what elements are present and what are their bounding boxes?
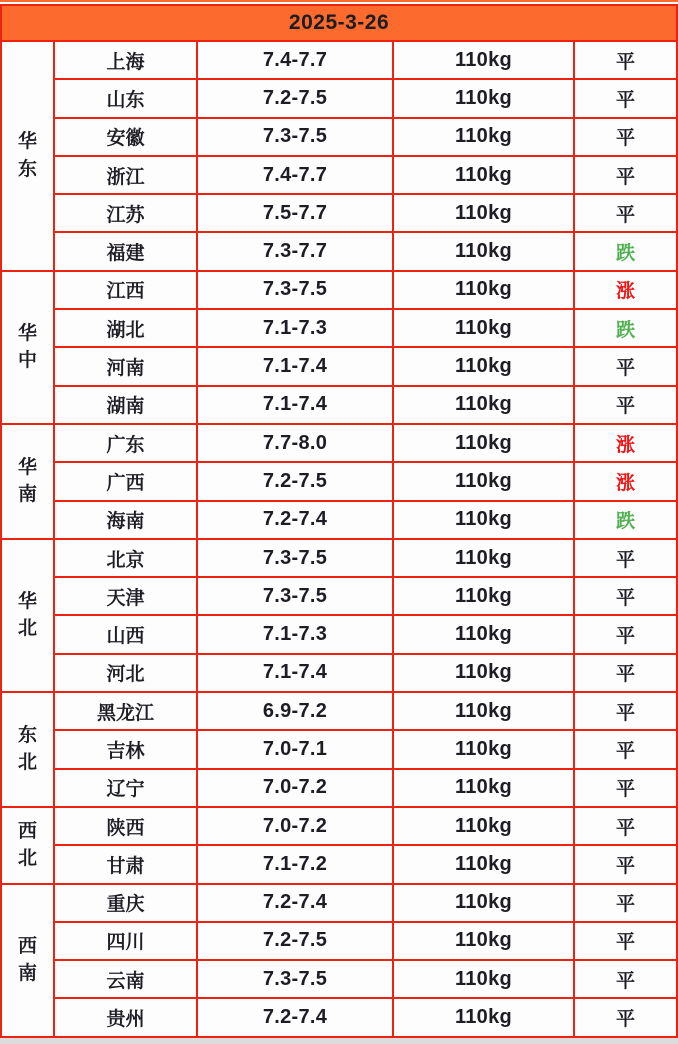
trend-cell: 平 xyxy=(574,41,677,79)
price-cell: 7.3-7.7 xyxy=(197,232,393,270)
province-cell: 吉林 xyxy=(54,730,197,768)
weight-cell: 110kg xyxy=(393,845,574,883)
trend-cell: 涨 xyxy=(574,271,677,309)
trend-cell: 平 xyxy=(574,692,677,730)
weight-cell: 110kg xyxy=(393,922,574,960)
price-cell: 7.2-7.5 xyxy=(197,79,393,117)
region-label: 西南 xyxy=(17,935,37,985)
table-row xyxy=(1,615,677,653)
trend-cell: 平 xyxy=(574,539,677,577)
weight-cell: 110kg xyxy=(393,539,574,577)
trend-cell: 平 xyxy=(574,118,677,156)
price-cell: 7.2-7.4 xyxy=(197,501,393,539)
table-row xyxy=(1,309,677,347)
region-label: 华中 xyxy=(17,322,37,372)
province-cell: 江苏 xyxy=(54,194,197,232)
price-cell: 7.1-7.4 xyxy=(197,654,393,692)
table-row xyxy=(1,271,677,309)
weight-cell: 110kg xyxy=(393,730,574,768)
weight-cell: 110kg xyxy=(393,692,574,730)
weight-cell: 110kg xyxy=(393,41,574,79)
table-row xyxy=(1,692,677,730)
province-cell: 河北 xyxy=(54,654,197,692)
province-cell: 贵州 xyxy=(54,998,197,1036)
price-cell: 7.4-7.7 xyxy=(197,41,393,79)
region-label: 华北 xyxy=(17,590,37,640)
region-label: 东北 xyxy=(17,724,37,774)
table-row xyxy=(1,424,677,462)
province-cell: 浙江 xyxy=(54,156,197,194)
weight-cell: 110kg xyxy=(393,807,574,845)
table-row xyxy=(1,156,677,194)
weight-cell: 110kg xyxy=(393,462,574,500)
weight-cell: 110kg xyxy=(393,386,574,424)
weight-cell: 110kg xyxy=(393,654,574,692)
weight-cell: 110kg xyxy=(393,424,574,462)
table-row xyxy=(1,998,677,1036)
price-cell: 6.9-7.2 xyxy=(197,692,393,730)
province-cell: 辽宁 xyxy=(54,769,197,807)
weight-cell: 110kg xyxy=(393,271,574,309)
weight-cell: 110kg xyxy=(393,232,574,270)
trend-cell: 涨 xyxy=(574,462,677,500)
price-cell: 7.7-8.0 xyxy=(197,424,393,462)
price-cell: 7.2-7.4 xyxy=(197,998,393,1036)
trend-cell: 平 xyxy=(574,79,677,117)
trend-cell: 平 xyxy=(574,960,677,998)
province-cell: 安徽 xyxy=(54,118,197,156)
trend-cell: 平 xyxy=(574,730,677,768)
weight-cell: 110kg xyxy=(393,577,574,615)
trend-cell: 涨 xyxy=(574,424,677,462)
province-cell: 湖北 xyxy=(54,309,197,347)
trend-cell: 平 xyxy=(574,998,677,1036)
weight-cell: 110kg xyxy=(393,118,574,156)
table-row xyxy=(1,654,677,692)
table-row xyxy=(1,41,677,79)
weight-cell: 110kg xyxy=(393,998,574,1036)
price-cell: 7.0-7.1 xyxy=(197,730,393,768)
province-cell: 四川 xyxy=(54,922,197,960)
trend-cell: 平 xyxy=(574,156,677,194)
trend-cell: 平 xyxy=(574,654,677,692)
table-row xyxy=(1,79,677,117)
weight-cell: 110kg xyxy=(393,884,574,922)
table-row xyxy=(1,922,677,960)
price-cell: 7.3-7.5 xyxy=(197,271,393,309)
table-row xyxy=(1,577,677,615)
price-cell: 7.3-7.5 xyxy=(197,960,393,998)
price-cell: 7.2-7.5 xyxy=(197,922,393,960)
table-row xyxy=(1,347,677,385)
region-cell xyxy=(1,539,54,692)
region-label: 西北 xyxy=(17,820,37,870)
price-cell: 7.5-7.7 xyxy=(197,194,393,232)
table-row xyxy=(1,884,677,922)
trend-cell: 平 xyxy=(574,769,677,807)
table-row xyxy=(1,232,677,270)
trend-cell: 平 xyxy=(574,347,677,385)
price-cell: 7.3-7.5 xyxy=(197,539,393,577)
price-cell: 7.2-7.4 xyxy=(197,884,393,922)
table-body xyxy=(1,41,677,1037)
table-header xyxy=(1,5,677,41)
price-cell: 7.1-7.4 xyxy=(197,347,393,385)
trend-cell: 平 xyxy=(574,807,677,845)
region-cell xyxy=(1,41,54,271)
province-cell: 河南 xyxy=(54,347,197,385)
price-cell: 7.1-7.4 xyxy=(197,386,393,424)
price-cell: 7.1-7.3 xyxy=(197,615,393,653)
table-row xyxy=(1,194,677,232)
weight-cell: 110kg xyxy=(393,501,574,539)
region-label: 华南 xyxy=(17,456,37,506)
table-row xyxy=(1,807,677,845)
table-row xyxy=(1,845,677,883)
region-label: 华东 xyxy=(17,131,37,180)
province-cell: 云南 xyxy=(54,960,197,998)
weight-cell: 110kg xyxy=(393,156,574,194)
price-cell: 7.1-7.2 xyxy=(197,845,393,883)
price-table xyxy=(0,4,678,1038)
weight-cell: 110kg xyxy=(393,309,574,347)
weight-cell: 110kg xyxy=(393,194,574,232)
trend-cell: 平 xyxy=(574,386,677,424)
province-cell: 福建 xyxy=(54,232,197,270)
province-cell: 上海 xyxy=(54,41,197,79)
price-cell: 7.1-7.3 xyxy=(197,309,393,347)
price-cell: 7.0-7.2 xyxy=(197,769,393,807)
table-row xyxy=(1,769,677,807)
region-cell xyxy=(1,807,54,884)
trend-cell: 平 xyxy=(574,194,677,232)
weight-cell: 110kg xyxy=(393,769,574,807)
price-cell: 7.0-7.2 xyxy=(197,807,393,845)
bottom-strip xyxy=(0,1038,678,1044)
weight-cell: 110kg xyxy=(393,960,574,998)
weight-cell: 110kg xyxy=(393,79,574,117)
province-cell: 陕西 xyxy=(54,807,197,845)
table-row xyxy=(1,118,677,156)
province-cell: 广东 xyxy=(54,424,197,462)
region-cell xyxy=(1,884,54,1037)
price-cell: 7.4-7.7 xyxy=(197,156,393,194)
price-cell: 7.2-7.5 xyxy=(197,462,393,500)
trend-cell: 平 xyxy=(574,615,677,653)
weight-cell: 110kg xyxy=(393,615,574,653)
trend-cell: 跌 xyxy=(574,232,677,270)
table-row xyxy=(1,386,677,424)
price-cell: 7.3-7.5 xyxy=(197,577,393,615)
trend-cell: 平 xyxy=(574,922,677,960)
trend-cell: 平 xyxy=(574,884,677,922)
province-cell: 甘肃 xyxy=(54,845,197,883)
trend-cell: 平 xyxy=(574,577,677,615)
region-cell xyxy=(1,692,54,807)
price-cell: 7.3-7.5 xyxy=(197,118,393,156)
table-row xyxy=(1,462,677,500)
region-cell xyxy=(1,271,54,424)
province-cell: 重庆 xyxy=(54,884,197,922)
province-cell: 江西 xyxy=(54,271,197,309)
province-cell: 山东 xyxy=(54,79,197,117)
table-row xyxy=(1,730,677,768)
province-cell: 黑龙江 xyxy=(54,692,197,730)
table-row xyxy=(1,501,677,539)
trend-cell: 跌 xyxy=(574,501,677,539)
table-row xyxy=(1,539,677,577)
province-cell: 湖南 xyxy=(54,386,197,424)
province-cell: 广西 xyxy=(54,462,197,500)
province-cell: 山西 xyxy=(54,615,197,653)
date-header-row xyxy=(1,5,677,41)
region-cell xyxy=(1,424,54,539)
table-row xyxy=(1,960,677,998)
province-cell: 北京 xyxy=(54,539,197,577)
trend-cell: 跌 xyxy=(574,309,677,347)
province-cell: 天津 xyxy=(54,577,197,615)
trend-cell: 平 xyxy=(574,845,677,883)
weight-cell: 110kg xyxy=(393,347,574,385)
date-header: 2025-3-26 xyxy=(1,5,677,41)
province-cell: 海南 xyxy=(54,501,197,539)
